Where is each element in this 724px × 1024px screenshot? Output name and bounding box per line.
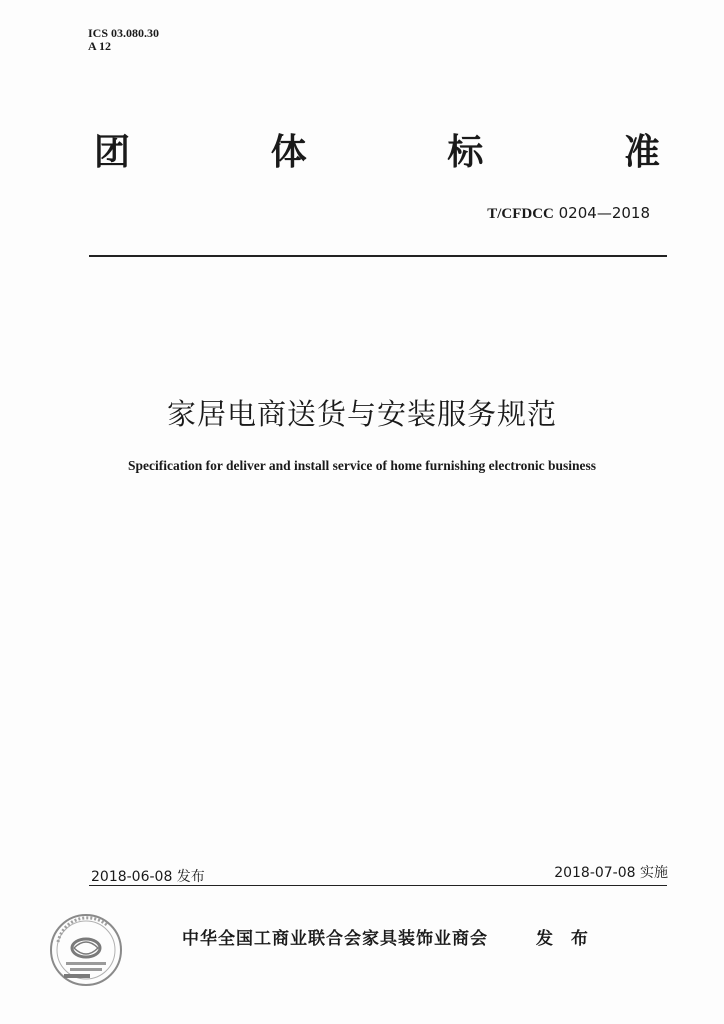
- doc-type-char: 标: [447, 132, 484, 173]
- title-english: Specification for deliver and install service of home furnishing electronic business: [128, 458, 596, 473]
- top-divider: [89, 255, 667, 257]
- implementation-date: 2018-07-08 实施: [554, 865, 668, 881]
- doc-type-char: 团: [94, 132, 131, 173]
- classification-codes: [88, 27, 159, 53]
- ics-code: ICS 03.080.30: [88, 26, 160, 40]
- standard-number: [487, 204, 650, 223]
- publisher-name: 中华全国工商业联合会家具装饰业商会: [182, 929, 488, 949]
- doc-type-char: 准: [623, 132, 660, 173]
- publish-label: 发 布: [536, 929, 594, 949]
- bottom-divider: [89, 885, 667, 886]
- standard-prefix: T/CFDCC: [487, 206, 554, 222]
- official-seal-icon: [48, 912, 124, 988]
- title-chinese: 家居电商送货与安装服务规范: [166, 397, 557, 431]
- issue-date: 2018-06-08 发布: [91, 869, 205, 885]
- doc-type-char: 体: [270, 132, 307, 173]
- standard-code: 0204—2018: [558, 204, 650, 222]
- document-type-heading: [94, 128, 660, 178]
- ccs-code: A 12: [88, 39, 112, 53]
